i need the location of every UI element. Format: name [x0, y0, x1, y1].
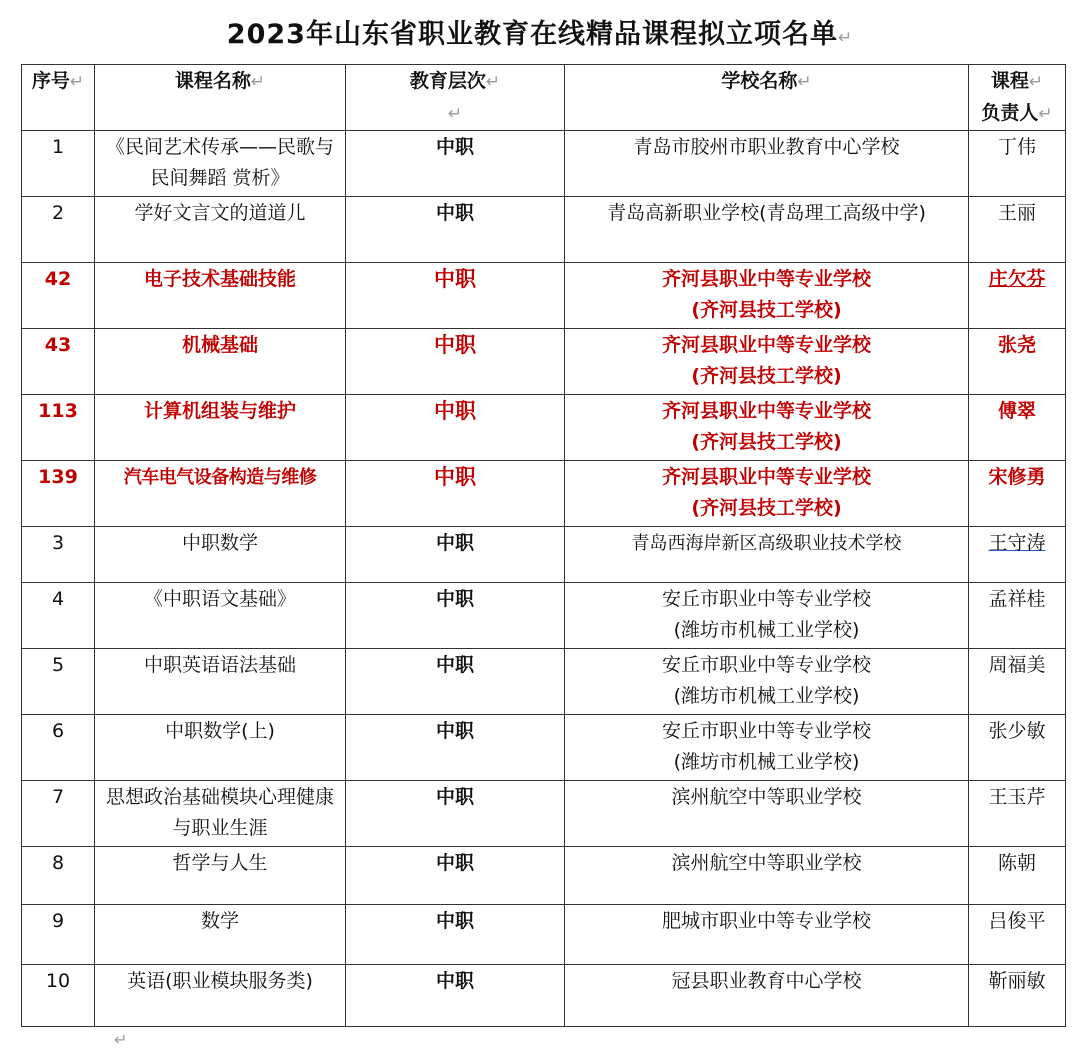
school-cell: 齐河县职业中等专业学校 (齐河县技工学校) [565, 329, 969, 395]
school-cell: 安丘市职业中等专业学校 (潍坊市机械工业学校) [565, 649, 969, 715]
table-row [22, 715, 1066, 781]
header-level: 教育层次↵ ↵ [346, 65, 565, 131]
course-cell: 机械基础 [95, 329, 346, 395]
leader-cell: 王丽 [969, 197, 1066, 263]
course-cell: 《民间艺术传承——民歌与民间舞蹈 赏析》 [95, 131, 346, 197]
table-row [22, 527, 1066, 583]
seq-cell: 113 [22, 395, 95, 461]
school-cell: 齐河县职业中等专业学校 (齐河县技工学校) [565, 263, 969, 329]
level-cell: 中职 [346, 527, 565, 583]
table-row [22, 131, 1066, 197]
level-cell: 中职 [346, 905, 565, 965]
course-cell: 思想政治基础模块心理健康与职业生涯 [95, 781, 346, 847]
table-row [22, 649, 1066, 715]
level-cell: 中职 [346, 131, 565, 197]
leader-cell: 张尧 [969, 329, 1066, 395]
course-cell: 哲学与人生 [95, 847, 346, 905]
course-cell: 学好文言文的道道儿 [95, 197, 346, 263]
seq-cell: 9 [22, 905, 95, 965]
table-row [22, 781, 1066, 847]
leader-cell: 傅翠 [969, 395, 1066, 461]
level-cell: 中职 [346, 329, 565, 395]
level-cell: 中职 [346, 263, 565, 329]
header-leader: 课程↵ 负责人↵ [969, 65, 1066, 131]
school-cell: 齐河县职业中等专业学校 (齐河县技工学校) [565, 395, 969, 461]
seq-cell: 5 [22, 649, 95, 715]
seq-cell: 8 [22, 847, 95, 905]
level-cell: 中职 [346, 715, 565, 781]
table-header-row [22, 65, 1066, 131]
school-cell: 齐河县职业中等专业学校 (齐河县技工学校) [565, 461, 969, 527]
leader-cell: 庄欠芬 [969, 263, 1066, 329]
header-school: 学校名称↵ [565, 65, 969, 131]
course-list-table [21, 64, 1066, 1027]
document-title: 2023年山东省职业教育在线精品课程拟立项名单↵ [226, 19, 854, 50]
course-cell: 中职数学 [95, 527, 346, 583]
seq-cell: 139 [22, 461, 95, 527]
course-cell: 英语(职业模块服务类) [95, 965, 346, 1027]
level-cell: 中职 [346, 583, 565, 649]
table-row [22, 583, 1066, 649]
course-cell: 数学 [95, 905, 346, 965]
table-row-highlighted [22, 329, 1066, 395]
course-cell: 汽车电气设备构造与维修 [95, 461, 346, 527]
school-cell: 安丘市职业中等专业学校 (潍坊市机械工业学校) [565, 583, 969, 649]
leader-cell: 靳丽敏 [969, 965, 1066, 1027]
header-course: 课程名称↵ [95, 65, 346, 131]
leader-cell: 周福美 [969, 649, 1066, 715]
table-row-highlighted [22, 395, 1066, 461]
school-cell: 滨州航空中等职业学校 [565, 781, 969, 847]
course-cell: 中职英语语法基础 [95, 649, 346, 715]
school-cell: 青岛高新职业学校(青岛理工高级中学) [565, 197, 969, 263]
header-seq: 序号↵ [22, 65, 95, 131]
level-cell: 中职 [346, 965, 565, 1027]
leader-cell: 陈朝 [969, 847, 1066, 905]
leader-cell: 王守涛 [969, 527, 1066, 583]
level-cell: 中职 [346, 847, 565, 905]
seq-cell: 3 [22, 527, 95, 583]
seq-cell: 1 [22, 131, 95, 197]
table-row [22, 965, 1066, 1027]
school-cell: 安丘市职业中等专业学校 (潍坊市机械工业学校) [565, 715, 969, 781]
level-cell: 中职 [346, 197, 565, 263]
level-cell: 中职 [346, 649, 565, 715]
course-cell: 电子技术基础技能 [95, 263, 346, 329]
level-cell: 中职 [346, 461, 565, 527]
table-row [22, 847, 1066, 905]
course-cell: 中职数学(上) [95, 715, 346, 781]
school-cell: 青岛西海岸新区高级职业技术学校 [565, 527, 969, 583]
level-cell: 中职 [346, 395, 565, 461]
seq-cell: 42 [22, 263, 95, 329]
leader-cell: 孟祥桂 [969, 583, 1066, 649]
leader-cell: 宋修勇 [969, 461, 1066, 527]
paragraph-mark: ↵ [114, 1030, 128, 1049]
level-cell: 中职 [346, 781, 565, 847]
leader-cell: 张少敏 [969, 715, 1066, 781]
table-row-highlighted [22, 461, 1066, 527]
leader-cell: 王玉芹 [969, 781, 1066, 847]
seq-cell: 43 [22, 329, 95, 395]
course-cell: 《中职语文基础》 [95, 583, 346, 649]
school-cell: 青岛市胶州市职业教育中心学校 [565, 131, 969, 197]
table-row-highlighted [22, 263, 1066, 329]
leader-cell: 吕俊平 [969, 905, 1066, 965]
school-cell: 冠县职业教育中心学校 [565, 965, 969, 1027]
seq-cell: 2 [22, 197, 95, 263]
seq-cell: 6 [22, 715, 95, 781]
seq-cell: 4 [22, 583, 95, 649]
table-row [22, 905, 1066, 965]
leader-cell: 丁伟 [969, 131, 1066, 197]
school-cell: 滨州航空中等职业学校 [565, 847, 969, 905]
school-cell: 肥城市职业中等专业学校 [565, 905, 969, 965]
course-cell: 计算机组装与维护 [95, 395, 346, 461]
table-row [22, 197, 1066, 263]
seq-cell: 10 [22, 965, 95, 1027]
seq-cell: 7 [22, 781, 95, 847]
